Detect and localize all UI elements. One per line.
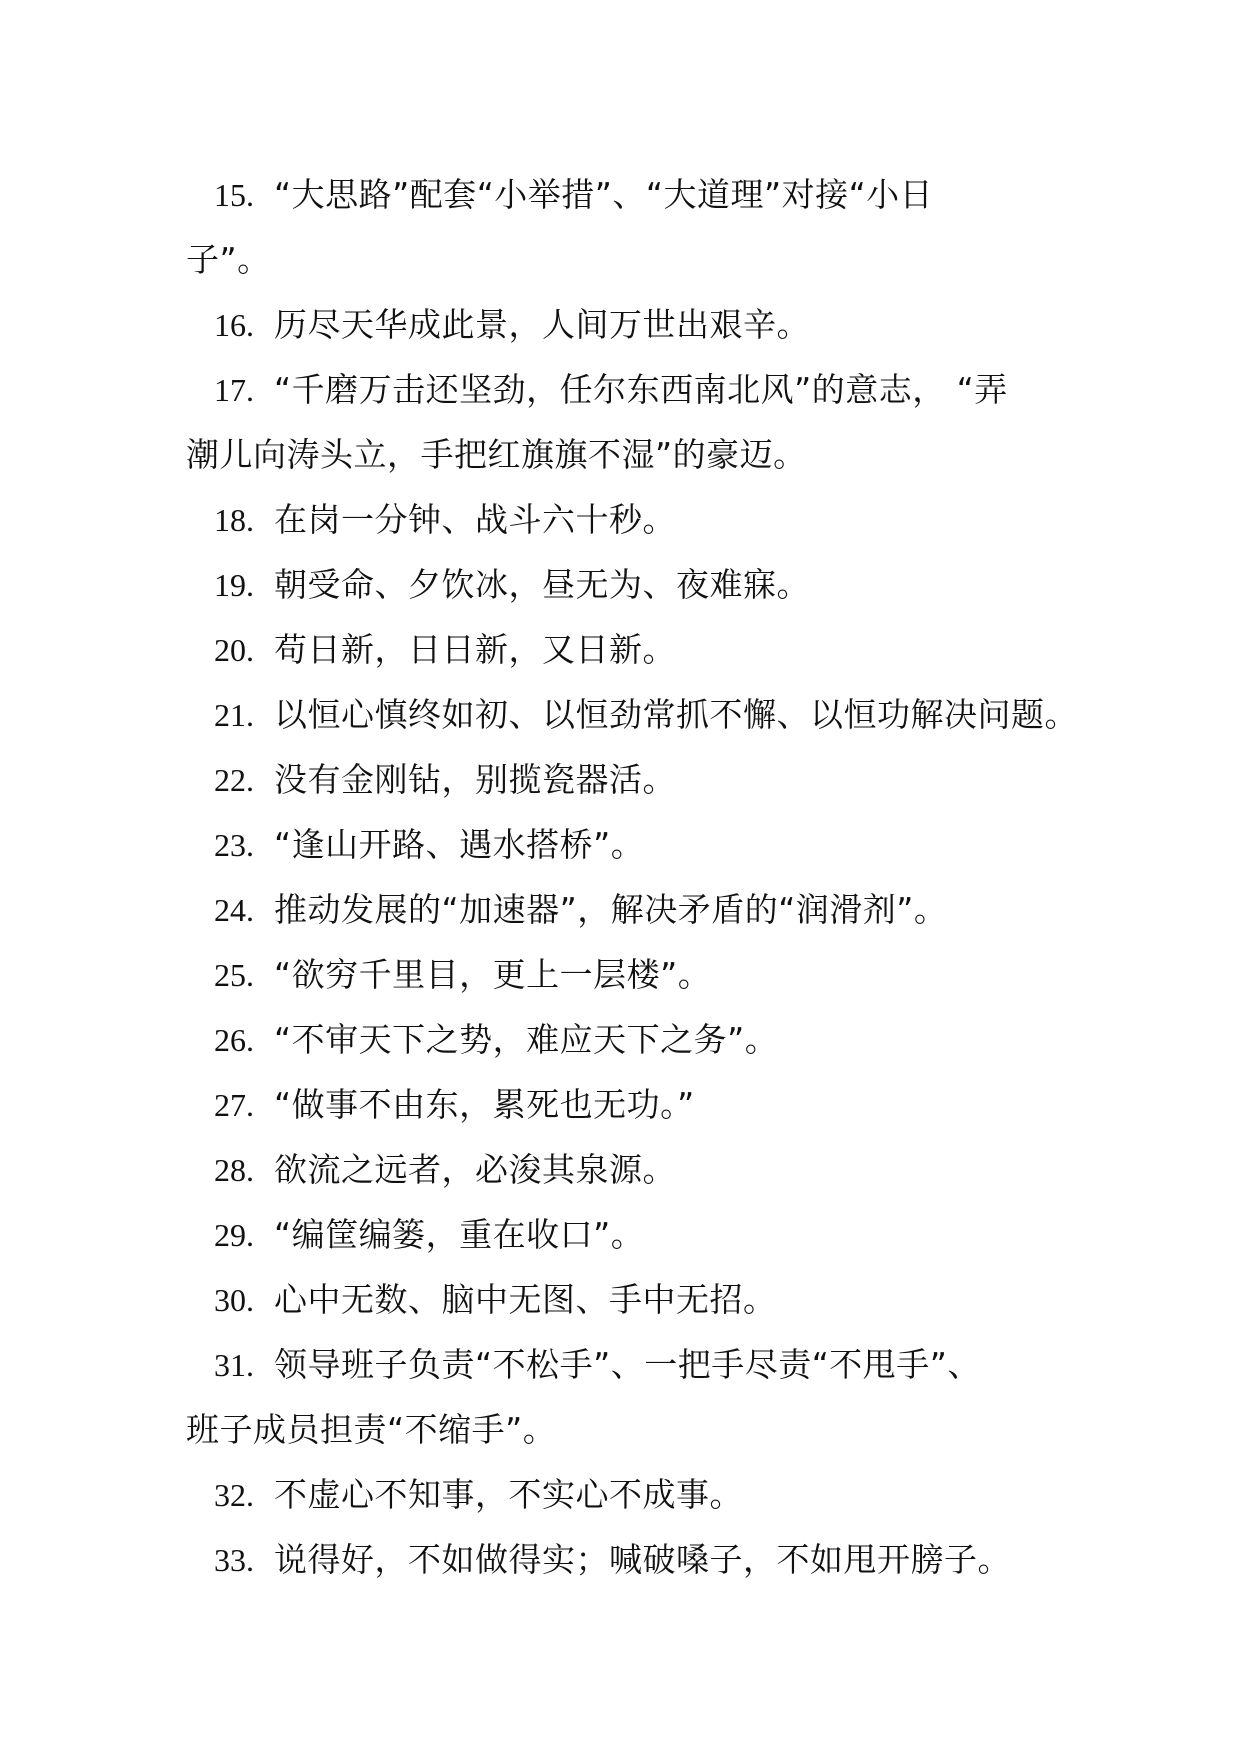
item-number: 18. — [214, 502, 254, 538]
list-item — [186, 1332, 1066, 1397]
item-text: 说得好，不如做得实；喊破嗓子，不如甩开膀子。 — [274, 1540, 1011, 1579]
item-text: 朝受命、夕饮冰，昼无为、夜难寐。 — [274, 565, 810, 604]
item-text: 历尽天华成此景，人间万世出艰辛。 — [274, 305, 810, 344]
list-item — [186, 1462, 1066, 1527]
item-number: 20. — [214, 632, 254, 668]
item-number: 21. — [214, 697, 254, 733]
item-number: 26. — [214, 1022, 254, 1058]
item-text: “大思路”配套“小举措”、“大道理”对接“小日 — [274, 175, 934, 214]
item-text: 领导班子负责“不松手”、一把手尽责“不甩手”、 — [274, 1345, 981, 1384]
list-item — [186, 162, 1066, 227]
item-text: “不审天下之势，难应天下之务”。 — [274, 1020, 779, 1059]
list-item — [186, 1202, 1066, 1267]
list-item — [186, 552, 1066, 617]
numbered-list — [186, 162, 1078, 1592]
item-text: 苟日新，日日新，又日新。 — [274, 630, 676, 669]
item-text: 没有金刚钻，别揽瓷器活。 — [274, 760, 676, 799]
item-number: 16. — [214, 307, 254, 343]
item-text: 推动发展的“加速器”，解决矛盾的“润滑剂”。 — [274, 890, 948, 929]
item-number: 25. — [214, 957, 254, 993]
list-item — [186, 1007, 1066, 1072]
item-text: 潮儿向涛头立，手把红旗旗不湿”的豪迈。 — [186, 435, 807, 474]
item-text: 欲流之远者，必浚其泉源。 — [274, 1150, 676, 1189]
item-text: “千磨万击还坚劲，任尔东西南北风”的意志， “弄 — [274, 370, 1008, 409]
list-item — [186, 1267, 1066, 1332]
item-text: 在岗一分钟、战斗六十秒。 — [274, 500, 676, 539]
list-item — [186, 1527, 1066, 1592]
item-text: “编筐编篓，重在收口”。 — [274, 1215, 645, 1254]
item-text: 子”。 — [186, 240, 271, 279]
item-number: 15. — [214, 177, 254, 213]
list-item-continuation — [186, 1397, 1066, 1462]
item-number: 31. — [214, 1347, 254, 1383]
list-item — [186, 747, 1066, 812]
list-item — [186, 487, 1066, 552]
item-number: 28. — [214, 1152, 254, 1188]
list-item — [186, 357, 1066, 422]
list-item — [186, 1072, 1066, 1137]
item-text: 心中无数、脑中无图、手中无招。 — [274, 1280, 777, 1319]
item-text: “欲穷千里目，更上一层楼”。 — [274, 955, 712, 994]
item-text: 以恒心慎终如初、以恒劲常抓不懈、以恒功解决问题。 — [274, 695, 1078, 734]
item-text: “做事不由东，累死也无功。” — [274, 1085, 695, 1124]
list-item — [186, 617, 1066, 682]
list-item — [186, 877, 1066, 942]
item-number: 22. — [214, 762, 254, 798]
item-number: 23. — [214, 827, 254, 863]
item-number: 27. — [214, 1087, 254, 1123]
list-item-continuation — [186, 422, 1066, 487]
list-item — [186, 292, 1066, 357]
item-number: 24. — [214, 892, 254, 928]
item-text: “逢山开路、遇水搭桥”。 — [274, 825, 645, 864]
item-number: 19. — [214, 567, 254, 603]
list-item — [186, 1137, 1066, 1202]
item-number: 17. — [214, 372, 254, 408]
item-number: 30. — [214, 1282, 254, 1318]
list-item-continuation — [186, 227, 1066, 292]
list-item — [186, 682, 1078, 747]
item-number: 33. — [214, 1542, 254, 1578]
item-number: 32. — [214, 1477, 254, 1513]
item-text: 不虚心不知事，不实心不成事。 — [274, 1475, 743, 1514]
list-item — [186, 812, 1066, 877]
list-item — [186, 942, 1066, 1007]
item-text: 班子成员担责“不缩手”。 — [186, 1410, 557, 1449]
item-number: 29. — [214, 1217, 254, 1253]
